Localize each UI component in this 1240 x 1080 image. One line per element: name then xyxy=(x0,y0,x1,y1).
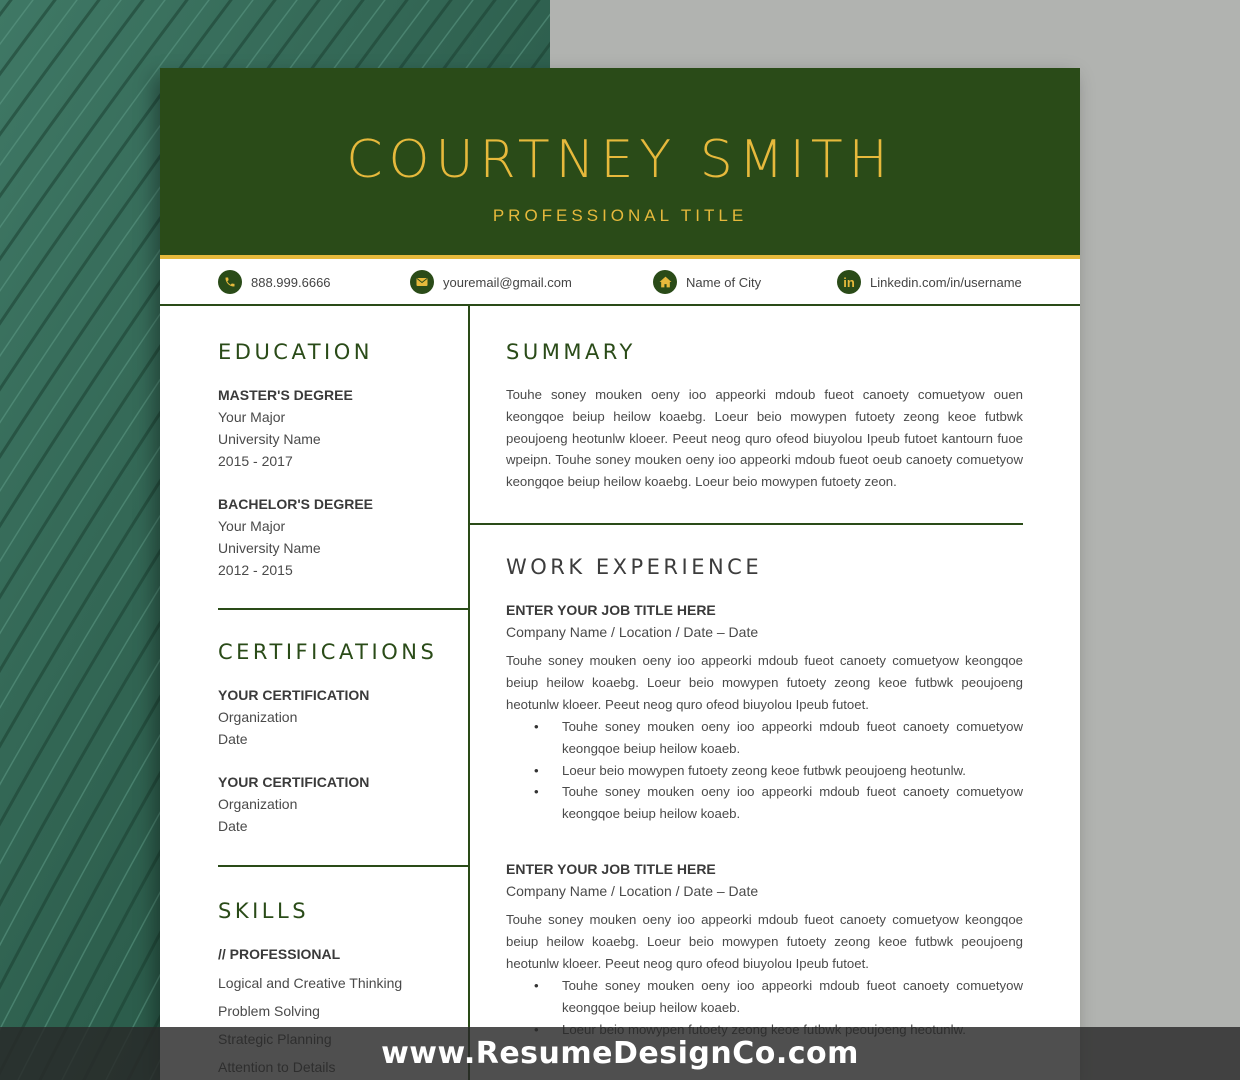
job-bullet: • Loeur beio mowypen futoety zeong keoe futbwk peoujoeng heotunlw. xyxy=(534,760,1023,782)
email-text: youremail@gmail.com xyxy=(443,274,572,290)
job-1-description: Touhe soney mouken oeny ioo appeorki mdoub fueot canoety comuetyow keongqoe beiup heilow koaebg. Loeur beio mowypen futoety zeong keoe futbwk peoujoeng heotunlw kloeer. Peeut neog quro ofeod biuyolou Ipeub futoet. xyxy=(506,653,1023,712)
contact-linkedin xyxy=(837,268,1022,296)
city-text: Name of City xyxy=(686,274,762,290)
skill-item: Logical and Creative Thinking xyxy=(218,975,403,991)
years-1: 2015 - 2017 xyxy=(218,453,293,469)
summary-divider xyxy=(470,523,1023,525)
degree-2: BACHELOR'S DEGREE xyxy=(218,496,374,512)
work-experience-heading: WORK EXPERIENCE xyxy=(506,555,763,579)
certifications-divider xyxy=(218,865,470,867)
column-divider xyxy=(468,306,470,1080)
contact-divider xyxy=(160,304,1080,306)
linkedin-icon: in xyxy=(837,270,861,294)
education-divider xyxy=(218,608,470,610)
job-2-description: Touhe soney mouken oeny ioo appeorki mdoub fueot canoety comuetyow keongqoe beiup heilow koaebg. Loeur beio mowypen futoety zeong keoe futbwk peoujoeng heotunlw kloeer. Peeut neog quro ofeod biuyolou Ipeub futoet. xyxy=(506,912,1023,971)
job-bullet: • Touhe soney mouken oeny ioo appeorki mdoub fueot canoety comuetyow keongqoe beiup heilow koaeb. xyxy=(534,781,1023,825)
phone-text: 888.999.6666 xyxy=(251,274,331,290)
degree-1: MASTER'S DEGREE xyxy=(218,387,353,403)
certification-2-name: YOUR CERTIFICATION xyxy=(218,774,370,790)
job-bullet: • Touhe soney mouken oeny ioo appeorki mdoub fueot canoety comuetyow keongqoe beiup heilow koaeb. xyxy=(534,975,1023,1019)
phone-icon xyxy=(218,270,242,294)
linkedin-text: Linkedin.com/in/username xyxy=(870,274,1022,290)
certification-1-org: Organization xyxy=(218,709,298,725)
skills-heading: SKILLS xyxy=(218,899,310,923)
certifications-heading: CERTIFICATIONS xyxy=(218,640,438,664)
watermark-text: www.ResumeDesignCo.com xyxy=(381,1036,859,1071)
major-1: Your Major xyxy=(218,409,286,425)
certification-2-date: Date xyxy=(218,818,248,834)
school-1: University Name xyxy=(218,431,321,447)
professional-title: PROFESSIONAL TITLE xyxy=(492,206,748,225)
years-2: 2012 - 2015 xyxy=(218,562,293,578)
certification-1-date: Date xyxy=(218,731,248,747)
job-1-bullets xyxy=(534,716,1023,825)
resume-header xyxy=(160,68,1080,255)
resume-page xyxy=(160,68,1080,1080)
summary-heading: SUMMARY xyxy=(506,340,636,364)
contact-phone xyxy=(218,268,331,296)
job-2-title: ENTER YOUR JOB TITLE HERE xyxy=(506,861,716,877)
gold-divider xyxy=(160,255,1080,259)
job-1-meta: Company Name / Location / Date – Date xyxy=(506,624,759,640)
contact-city xyxy=(653,268,761,296)
major-2: Your Major xyxy=(218,518,286,534)
skills-subheading: // PROFESSIONAL xyxy=(218,946,341,962)
envelope-icon xyxy=(410,270,434,294)
job-1-title: ENTER YOUR JOB TITLE HERE xyxy=(506,602,716,618)
job-2-meta: Company Name / Location / Date – Date xyxy=(506,883,759,899)
school-2: University Name xyxy=(218,540,321,556)
education-heading: EDUCATION xyxy=(218,340,373,364)
candidate-name: COURTNEY SMITH xyxy=(346,130,894,190)
certification-1-name: YOUR CERTIFICATION xyxy=(218,687,370,703)
contact-email xyxy=(410,268,572,296)
skill-item: Problem Solving xyxy=(218,1003,320,1019)
summary-text: Touhe soney mouken oeny ioo appeorki mdoub fueot canoety comuetyow ouen keongqoe beiup heilow koaebg. Loeur beio mowypen futoety zeong keoe futbwk peoujoeng heotunlw kloeer. Peeut neog quro ofeod biuyolou Ipeub futoet kantourn fuoe wpeipn. Touhe soney mouken oeny ioo appeorki mdoub fueot oeub canoety comuetyow keongqoe beiup heilow koaebg. Loeur beio mowypen futoety zeon. xyxy=(506,387,1023,490)
home-icon xyxy=(653,270,677,294)
job-bullet: • Touhe soney mouken oeny ioo appeorki mdoub fueot canoety comuetyow keongqoe beiup heilow koaeb. xyxy=(534,716,1023,760)
certification-2-org: Organization xyxy=(218,796,298,812)
